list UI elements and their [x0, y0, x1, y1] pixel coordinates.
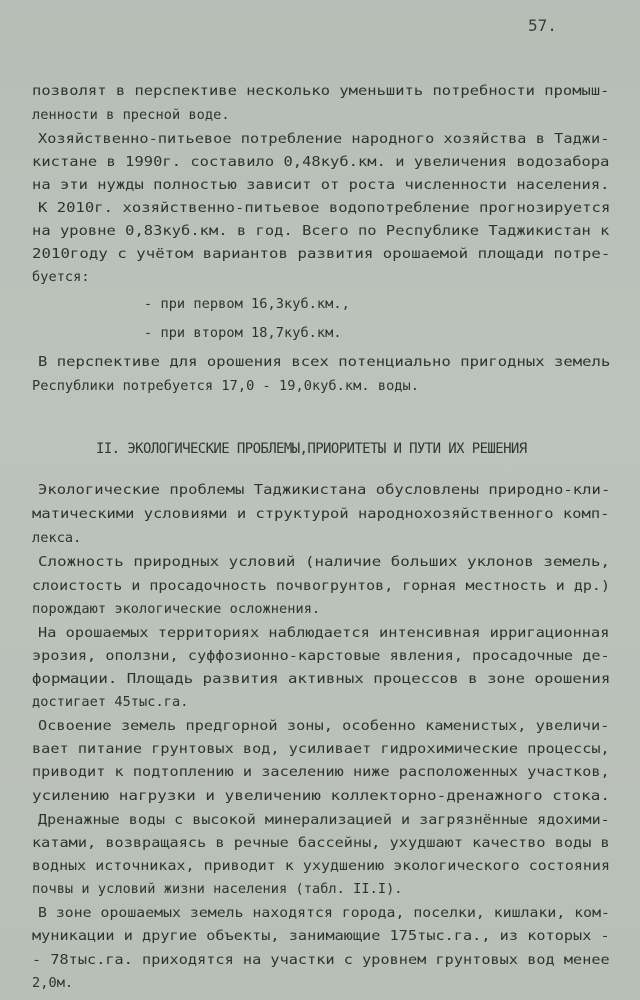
text-line: матическими условиями и структурой народнохозяйственного комп- [32, 506, 610, 522]
text-line: В зоне орошаемых земель находятся города, поселки, кишлаки, ком- [38, 905, 610, 921]
text-line: Дренажные воды с высокой минерализацией и загрязнённые ядохими- [38, 812, 610, 828]
text-line: К 2010г. хозяйственно-питьевое водопотребление прогнозируется [38, 200, 611, 216]
text-line: 2010году с учётом вариантов развития орошаемой площади потре- [32, 246, 611, 262]
text-line: буется: [32, 269, 90, 285]
text-line: Республики потребуется 17,0 - 19,0куб.км. воды. [32, 378, 420, 394]
list-item: - при первом 16,3куб.км., [144, 296, 350, 312]
text-line: На орошаемых территориях наблюдается интенсивная ирригационная [38, 625, 610, 641]
text-line: слоистость и просадочность почвогрунтов, горная местность и др.) [32, 578, 610, 594]
text-line: усилению нагрузки и увеличению коллекторно-дренажного стока. [32, 788, 611, 804]
text-line: муникации и другие объекты, занимающие 175тыс.га., из которых - [32, 928, 610, 944]
text-line: катами, возвращаясь в речные бассейны, ухудшают качество воды в [32, 835, 610, 851]
text-line: Сложность природных условий (наличие больших уклонов земель, [38, 554, 611, 570]
text-line: на уровне 0,83куб.км. в год. Всего по Республике Таджикистан к [32, 223, 610, 239]
text-line: почвы и условий жизни населения (табл. II.I). [32, 881, 403, 897]
text-line: В перспективе для орошения всех потенциально пригодных земель [38, 354, 611, 370]
text-line: 2,0м. [32, 975, 74, 991]
text-line: позволят в перспективе несколько уменьшить потребности промыш- [32, 83, 610, 99]
text-line: водных источниках, приводит к ухудшению экологического состояния [32, 858, 610, 874]
section-heading: II. ЭКОЛОГИЧЕСКИЕ ПРОБЛЕМЫ,ПРИОРИТЕТЫ И ПУТИ ИХ РЕШЕНИЯ [96, 441, 527, 457]
text-line: формации. Площадь развития активных процессов в зоне орошения [32, 671, 611, 687]
text-line: порождают экологические осложнения. [32, 601, 321, 617]
text-line: приводит к подтоплению и заселению ниже расположенных участков, [32, 764, 610, 780]
text-line: Хозяйственно-питьевое потребление народного хозяйства в Таджи- [38, 131, 610, 147]
text-line: достигает 45тыс.га. [32, 694, 189, 710]
text-line: Экологические проблемы Таджикистана обусловлены природно-кли- [38, 482, 611, 498]
text-line: вает питание грунтовых вод, усиливает гидрохимические процессы, [32, 741, 610, 757]
text-line: ленности в пресной воде. [32, 107, 230, 123]
text-line: Освоение земель предгорной зоны, особенно каменистых, увеличи- [38, 718, 610, 734]
list-item: - при втором 18,7куб.км. [144, 325, 342, 341]
page-number: 57. [528, 16, 557, 35]
text-line: лекса. [32, 530, 82, 546]
text-line: кистане в 1990г. составило 0,48куб.км. и увеличения водозабора [32, 154, 610, 170]
text-line: - 78тыс.га. приходятся на участки с уровнем грунтовых вод менее [32, 952, 610, 968]
text-line: на эти нужды полностью зависит от роста численности населения. [32, 177, 610, 193]
text-line: эрозия, оползни, суффозионно-карстовые явления, просадочные де- [32, 648, 610, 664]
